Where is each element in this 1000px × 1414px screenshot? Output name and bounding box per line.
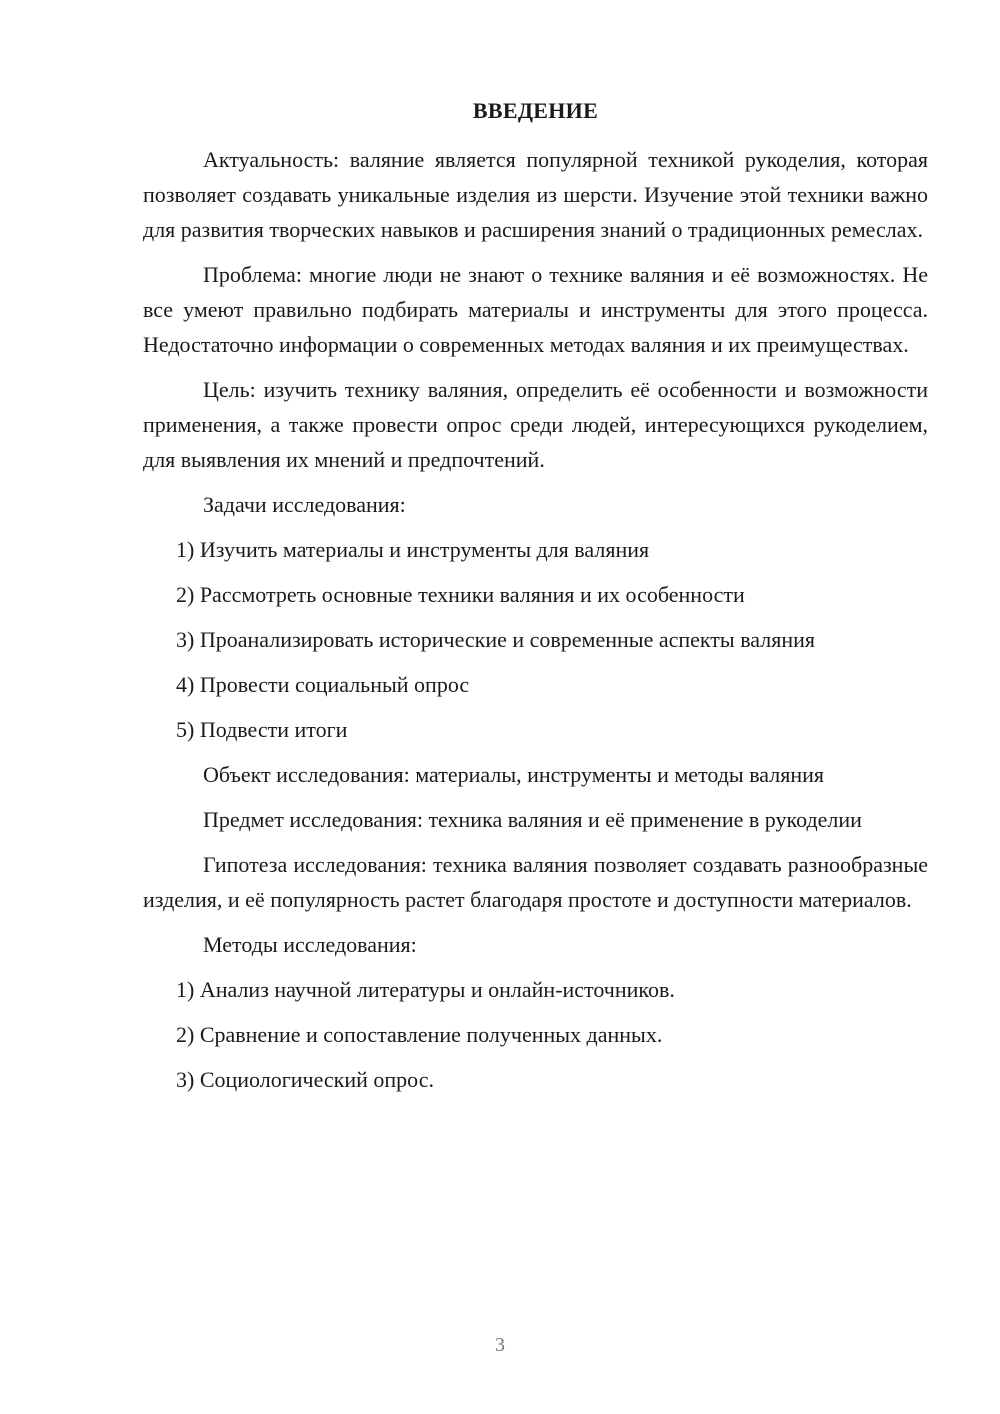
method-item-3: 3) Социологический опрос. [176,1067,434,1092]
task-item-5: 5) Подвести итоги [176,717,348,742]
task-item-4: 4) Провести социальный опрос [176,672,470,697]
research-subject: Предмет исследования: техника валяния и её применение в рукоделии [203,807,862,832]
task-item-2: 2) Рассмотреть основные техники валяния и их особенности [176,582,745,607]
paragraph-problem: Проблема: многие люди не знают о технике валяния и её возможностях. Не все умеют правильно подбирать материалы и инструменты для этого процесса. Недостаточно информации о современных методах валяния и их преимуществах. [143,262,928,357]
research-hypothesis: Гипотеза исследования: техника валяния позволяет создавать разнообразные изделия, и её популярность растет благодаря простоте и доступности материалов. [143,852,928,912]
method-item-2: 2) Сравнение и сопоставление полученных данных. [176,1022,663,1047]
methods-heading: Методы исследования: [203,932,417,957]
page-title: ВВЕДЕНИЕ [472,98,599,123]
paragraph-relevance: Актуальность: валяние является популярной техникой рукоделия, которая позволяет создавать уникальные изделия из шерсти. Изучение этой техники важно для развития творческих навыков и расширения знаний о традиционных ремеслах. [143,147,928,242]
task-item-1: 1) Изучить материалы и инструменты для валяния [176,537,650,562]
research-object: Объект исследования: материалы, инструменты и методы валяния [203,762,825,787]
page-number: 3 [495,1334,505,1356]
tasks-heading: Задачи исследования: [203,492,406,517]
method-item-1: 1) Анализ научной литературы и онлайн-источников. [176,977,675,1002]
task-item-3: 3) Проанализировать исторические и современные аспекты валяния [176,627,816,652]
paragraph-goal: Цель: изучить технику валяния, определить её особенности и возможности применения, а также провести опрос среди людей, интересующихся рукоделием, для выявления их мнений и предпочтений. [143,377,928,472]
document-body [143,142,928,1097]
